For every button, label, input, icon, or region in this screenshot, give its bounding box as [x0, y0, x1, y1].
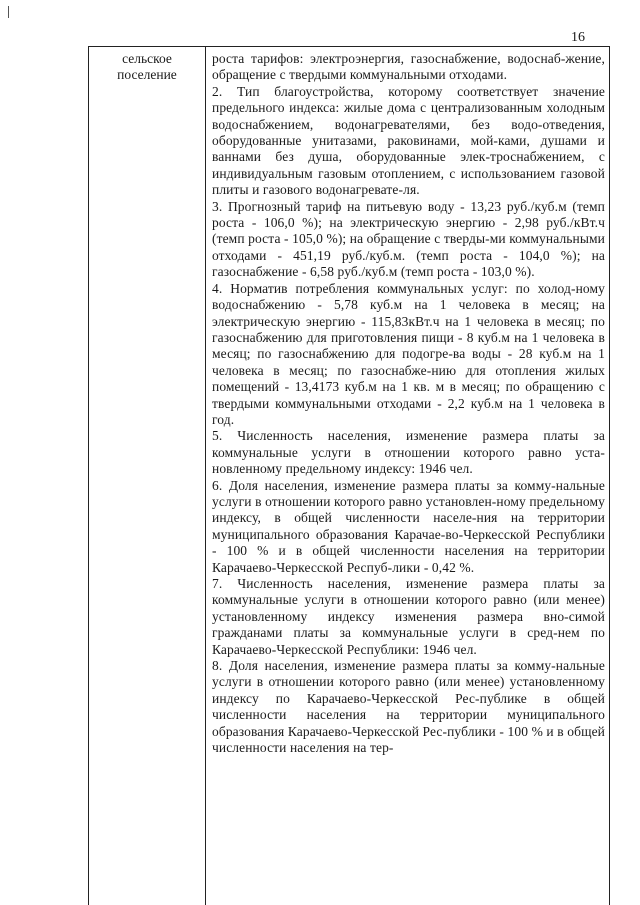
paragraph-population-share: 6. Доля населения, изменение размера платы за комму-нальные услуги в отношении которого равно установлен-ному предельному индексу, в общей численности населе-ния на территории муниципального образования Карачае-во-Черкесской Республики - 100 % и в общей численности населения на территории Карачаево-Черкесской Респуб-лики - 0,42 %. — [212, 477, 605, 575]
paragraph-population-count-or-less: 7. Численность населения, изменение размера платы за коммунальные услуги в отношении которого равно (или менее) установленному индексу изменения размера вно-симой гражданами платы за коммунальные услуги в сред-нем по Карачаево-Черкесской Республики: 1946 чел. — [212, 576, 605, 657]
description-cell — [206, 47, 609, 905]
scan-corner-mark — [8, 6, 9, 18]
paragraph-forecast-tariff: 3. Прогнозный тариф на питьевую воду - 13,23 руб./куб.м (темп роста - 106,0 %); на электрическую энергию - 2,98 руб./кВт.ч (темп роста - 105,0 %); на обращение с тверды-ми коммунальными отходами - 451,19 руб./куб.м. (темп роста - 104,0 %); на газоснабжение - 6,58 руб./куб.м (темп роста - 103,0 %). — [212, 198, 605, 280]
paragraph-population-share-or-less: 8. Доля населения, изменение размера платы за комму-нальные услуги в отношении которого равно (или менее) установленному индексу по Карачаево-Черкесской Рес-публике в общей численности населения на территории муниципального образования Карачаево-Черкесской Рес-публики - 100 % и в общей численности населения на тер- — [212, 658, 605, 756]
settlement-type-line-1: сельское — [122, 51, 172, 66]
paragraph-tariff-growth-tail: роста тарифов: электроэнергия, газоснабжение, водоснаб-жение, обращение с твердыми коммунальными отходами. — [212, 51, 605, 83]
paragraph-improvement-type: 2. Тип благоустройства, которому соответствует значение предельного индекса: жилые дома с централизованным холодным водоснабжением, водонагревателями, без водо-отведения, оборудованные унитазами, раковинами, мой-ками, душами и ваннами без душа, оборудованные элек-троснабжением, с индивидуальным газовым отоплением, с использованием газовой плиты и газового водонагревате-ля. — [212, 83, 605, 198]
settlement-type-line-2: поселение — [117, 67, 177, 82]
content-table — [88, 46, 610, 905]
settlement-type-cell — [89, 47, 206, 905]
paragraph-population-count: 5. Численность населения, изменение размера платы за коммунальные услуги в отношении которого равно уста-новленному предельному индексу: 1946 чел. — [212, 428, 605, 477]
page-number: 16 — [571, 30, 585, 45]
paragraph-consumption-norm: 4. Норматив потребления коммунальных услуг: по холод-ному водоснабжению - 5,78 куб.м на 1 человека в месяц; на электрическую энергию - 115,83кВт.ч на 1 человека в месяц; по газоснабжению для приготовления пищи - 8 куб.м на 1 человека в месяц; по газоснабжению для подогре-ва воды - 28 куб.м на 1 человека в месяц; по газоснабже-нию для отопления жилых помещений - 13,4173 куб.м на 1 кв. м в месяц; по обращению с твердыми коммунальными отходами - 2,2 куб.м на 1 человека в год. — [212, 280, 605, 427]
